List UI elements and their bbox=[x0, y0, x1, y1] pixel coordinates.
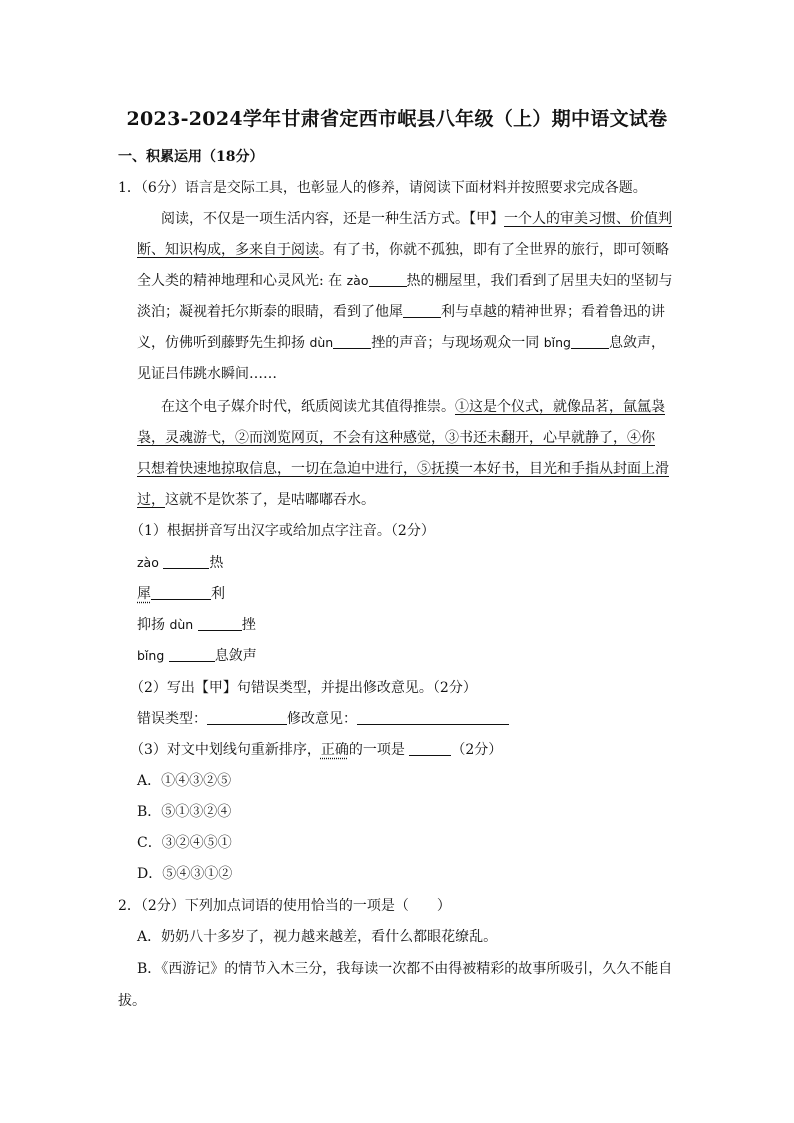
fix-suggestion-blank[interactable] bbox=[357, 710, 509, 725]
pinyin-item: 犀 利 bbox=[137, 586, 225, 602]
option-d[interactable]: D．⑤④③①② bbox=[137, 866, 233, 882]
underlined-sentences: ①这是个仪式，就像品茗，氤氲袅 bbox=[455, 399, 665, 415]
pinyin-item: bǐng 息敛声 bbox=[137, 648, 257, 664]
question-1-stem: 1．（6分）语言是交际工具，也彰显人的修养，请阅读下面材料并按照要求完成各题。 bbox=[118, 180, 647, 196]
exam-title: 2023-2024学年甘肃省定西市岷县八年级（上）期中语文试卷 bbox=[126, 108, 668, 130]
passage-line: 阅读，不仅是一项生活内容，还是一种生活方式。【甲】一个人的审美习惯、价值判 bbox=[161, 211, 672, 227]
option-b[interactable]: B．⑤①③②④ bbox=[137, 804, 232, 820]
answer-blank[interactable] bbox=[333, 334, 371, 349]
answer-blank[interactable] bbox=[409, 741, 451, 756]
passage-line: 在这个电子媒介时代，纸质阅读尤其值得推崇。①这是个仪式，就像品茗，氤氲袅 bbox=[161, 399, 665, 415]
q2-option-b[interactable]: B．《西游记》的情节入木三分，我每读一次都不由得被精彩的故事所吸引，久久不能自 bbox=[137, 961, 673, 977]
pinyin: zào bbox=[346, 273, 369, 288]
section-heading: 一、积累运用（18分） bbox=[118, 149, 264, 165]
question-2-stem: 2．（2分）下列加点词语的使用恰当的一项是（ ） bbox=[118, 898, 451, 914]
passage-line: 全人类的精神地理和心灵风光: 在 zào 热的棚屋里，我们看到了居里夫妇的坚韧与 bbox=[137, 273, 673, 289]
passage-line: 断、知识构成，多来自于阅读。有了书，你就不孤独，即有了全世界的旅行，即可领略 bbox=[137, 242, 669, 258]
answer-blank[interactable] bbox=[163, 554, 209, 569]
q2-option-b-cont: 拔。 bbox=[118, 993, 146, 1009]
underlined-sentences: 袅，灵魂游弋，②而浏览网页，不会有这种感觉，③书还未翻开，心早就静了，④你 bbox=[137, 430, 655, 446]
option-c[interactable]: C．③②④⑤① bbox=[137, 835, 232, 851]
underlined-sentences: 过， bbox=[137, 492, 165, 508]
passage-line: 见证吕伟跳水瞬间…… bbox=[137, 366, 277, 382]
error-type-blank[interactable] bbox=[207, 710, 287, 725]
underlined-sentences: 只想着快速地掠取信息，一切在急迫中进行，⑤抚摸一本好书，目光和手指从封面上滑 bbox=[137, 461, 669, 477]
option-a[interactable]: A．①④③②⑤ bbox=[137, 773, 232, 789]
answer-blank[interactable] bbox=[403, 303, 441, 318]
dotted-char: 犀 bbox=[137, 586, 151, 602]
pinyin-item: zào 热 bbox=[137, 555, 224, 571]
answer-blank[interactable] bbox=[369, 272, 407, 287]
answer-blank[interactable] bbox=[169, 647, 215, 662]
sub-question-1: （1）根据拼音写出汉字或给加点字注音。（2分） bbox=[130, 523, 435, 539]
answer-blank[interactable] bbox=[571, 334, 609, 349]
sentence-jia: 一个人的审美习惯、价值判 bbox=[504, 211, 672, 227]
passage-line: 义，仿佛听到藤野先生抑扬 dùn 挫的声音；与现场观众一同 bǐng 息敛声， bbox=[137, 335, 665, 351]
answer-blank[interactable] bbox=[151, 585, 211, 600]
passage-line: 过，这就不是饮茶了，是咕嘟嘟吞水。 bbox=[137, 492, 375, 508]
pinyin: bǐng bbox=[543, 335, 571, 350]
sub-question-3: （3）对文中划线句重新排序，正确的一项是 （2分） bbox=[130, 742, 503, 758]
sub-question-2: （2）写出【甲】句错误类型，并提出修改意见。（2分） bbox=[130, 680, 477, 696]
answer-blank[interactable] bbox=[198, 616, 242, 631]
q2-option-a[interactable]: A．奶奶八十多岁了，视力越来越差，看什么都眼花缭乱。 bbox=[137, 929, 498, 945]
pinyin: dùn bbox=[309, 335, 334, 350]
pinyin-item: 抑扬 dùn 挫 bbox=[137, 617, 256, 633]
sentence-jia: 断、知识构成，多来自于阅读 bbox=[137, 242, 319, 258]
dotted-word: 正确 bbox=[320, 742, 349, 758]
error-fix-line: 错误类型： 修改意见： bbox=[137, 708, 509, 728]
passage-line: 淡泊；凝视着托尔斯泰的眼睛，看到了他犀 利与卓越的精神世界；看着鲁迅的讲 bbox=[137, 304, 665, 320]
